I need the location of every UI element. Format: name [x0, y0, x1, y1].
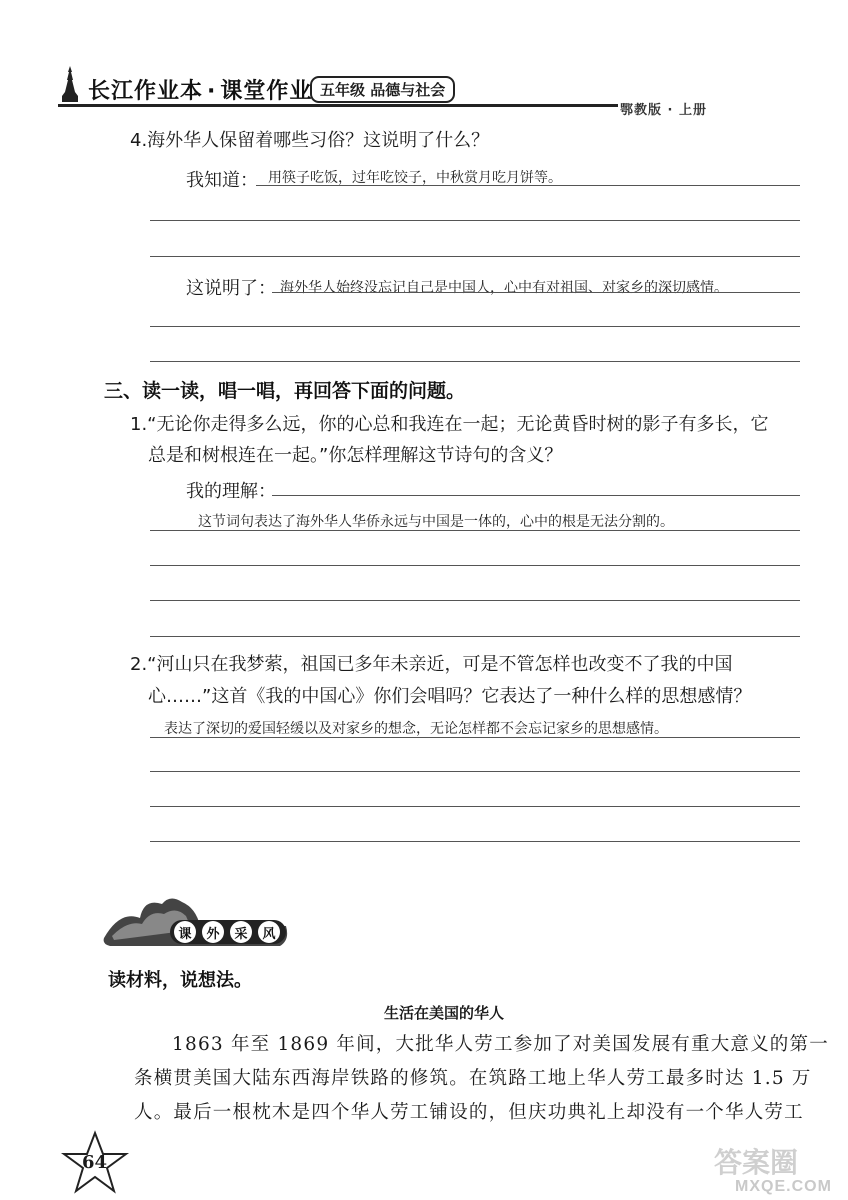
watermark-url: MXQE.COM: [735, 1178, 832, 1195]
answer-line: [150, 771, 800, 772]
question-2-answer: 表达了深切的爱国轻缓以及对家乡的想念，无论怎样都不会忘记家乡的思想感情。: [164, 721, 668, 737]
answer-line: [150, 530, 800, 531]
series-name: 课堂作业: [220, 79, 313, 104]
reading-instruction: 读材料，说想法。: [108, 970, 252, 991]
answer-line: [150, 220, 800, 221]
answer-line: [150, 256, 800, 257]
grade-subject-badge: 五年级 品德与社会: [310, 76, 455, 103]
reading-line-3: 人。最后一根枕木是四个华人劳工铺设的，但庆功典礼上却没有一个华人劳工: [134, 1102, 804, 1123]
answer-line: [150, 600, 800, 601]
banner-char: 风: [258, 921, 280, 943]
understanding-label: 我的理解：: [186, 481, 276, 502]
answer-line: [150, 806, 800, 807]
question-1-line-2: 总是和树根连在一起。”你怎样理解这节诗句的含义？: [148, 445, 563, 466]
answer-line: [272, 292, 800, 293]
banner-char: 外: [202, 921, 224, 943]
answer-line: [150, 737, 800, 738]
answer-line: [150, 841, 800, 842]
reading-title: 生活在美国的华人: [384, 1004, 505, 1022]
banner-char: 采: [230, 921, 252, 943]
question-1-answer: 这节词句表达了海外华人华侨永远与中国是一体的，心中的根是无法分割的。: [198, 514, 674, 530]
banner-char: 课: [174, 921, 196, 943]
watermark-logo-text: 答案圈: [714, 1146, 799, 1179]
answer-line: [150, 636, 800, 637]
reading-line-2: 条横贯美国大陆东西海岸铁路的修筑。在筑路工地上华人劳工最多时达 1.5 万: [134, 1068, 812, 1089]
question-4: 4.海外华人保留着哪些习俗？这说明了什么？: [130, 130, 490, 151]
brand-name: 长江作业本: [88, 79, 204, 104]
know-answer: 用筷子吃饭，过年吃饺子，中秋赏月吃月饼等。: [268, 170, 562, 186]
question-1-line-1: 1.“无论你走得多么远，你的心总和我连在一起；无论黄昏时树的影子有多长，它: [130, 414, 769, 435]
edition-label: 鄂教版 · 上册: [620, 103, 707, 118]
answer-line: [256, 185, 800, 186]
explain-label: 这说明了：: [186, 278, 276, 299]
header-divider: [58, 104, 618, 107]
know-label: 我知道：: [186, 170, 258, 191]
explain-answer: 海外华人始终没忘记自己是中国人，心中有对祖国、对家乡的深切感情。: [280, 280, 728, 296]
answer-line: [150, 326, 800, 327]
question-2-line-2: 心……”这首《我的中国心》你们会唱吗？它表达了一种什么样的思想感情？: [148, 686, 752, 707]
answer-line: [150, 361, 800, 362]
question-2-line-1: 2.“河山只在我梦萦，祖国已多年未亲近，可是不管怎样也改变不了我的中国: [130, 654, 733, 675]
tower-logo-icon: [60, 66, 80, 102]
section-3-title: 三、读一读，唱一唱，再回答下面的问题。: [104, 380, 466, 402]
answer-line: [272, 495, 800, 496]
brand-dot: ·: [207, 79, 217, 104]
reading-line-1: 1863 年至 1869 年间，大批华人劳工参加了对美国发展有重大意义的第一: [172, 1034, 829, 1055]
banner-label: [174, 921, 286, 943]
page-number: 64: [82, 1152, 108, 1173]
brand-title: [88, 74, 312, 105]
answer-line: [150, 565, 800, 566]
